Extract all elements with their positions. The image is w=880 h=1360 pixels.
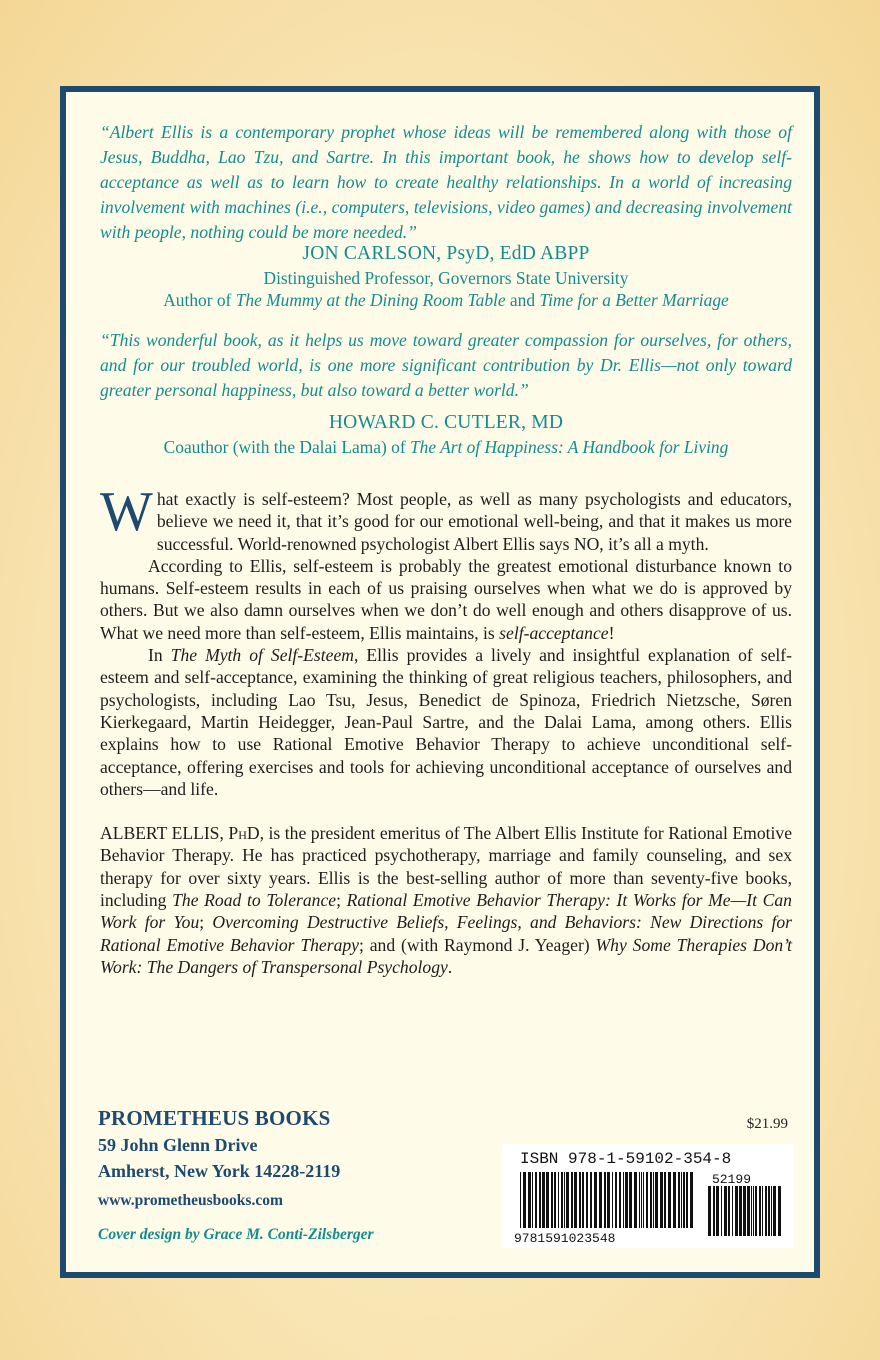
barcode-bar: [539, 1172, 541, 1228]
barcode-bar: [708, 1186, 711, 1236]
barcode-bar: [713, 1186, 715, 1236]
barcode-bar: [546, 1172, 549, 1228]
barcode-bar: [571, 1172, 573, 1228]
barcode-bar: [558, 1172, 559, 1228]
publisher-city: Amherst, New York 14228-2119: [98, 1161, 341, 1181]
drop-cap: W: [100, 481, 153, 543]
publisher-website[interactable]: www.prometheusbooks.com: [98, 1192, 283, 1209]
blurb-attribution-carlson: [86, 241, 806, 311]
barcode-bar: [664, 1172, 666, 1228]
barcode-bar: [532, 1172, 533, 1228]
isbn-number: ISBN 978-1-59102-354-8: [520, 1150, 732, 1168]
barcode-bar: [660, 1172, 663, 1228]
barcode-bar: [639, 1172, 640, 1228]
barcode-bar: [643, 1172, 644, 1228]
blurb-author-title: Distinguished Professor, Governors State University: [263, 268, 629, 288]
description-paragraph: According to Ellis, self-esteem is probably the greatest emotional disturbance known to humans. Self-esteem results in each of us praising ourselves when what we do is approved by others. But we also damn ourselves when we don’t do well enough and others disapprove of us. What we need more than self-esteem, Ellis maintains, is self-acceptance!: [100, 555, 792, 643]
description-paragraph: In The Myth of Self-Esteem, Ellis provides a lively and insightful explanation of self-esteem and self-acceptance, examining the thinking of great religious teachers, philosophers, and psychologists, including Lao Tsu, Jesus, Benedict de Spinoza, Friedrich Nietzsche, Søren Kierkegaard, Martin Heidegger, Jean-Paul Sartre, and the Dalai Lama, among others. Ellis explains how to use Rational Emotive Behavior Therapy to achieve unconditional self-acceptance, offering exercises and tools for achieving unconditional acceptance of ourselves and others—and life.: [100, 645, 792, 799]
barcode-addon-bars: [708, 1186, 781, 1236]
barcode-bar: [716, 1186, 719, 1236]
barcode-bar: [650, 1172, 652, 1228]
barcode-bar: [520, 1172, 521, 1228]
barcode-bar: [751, 1186, 752, 1236]
barcode-bar: [554, 1172, 556, 1228]
barcode-bar: [564, 1172, 565, 1228]
barcode-bar: [594, 1172, 597, 1228]
barcode-bar: [566, 1172, 569, 1228]
barcode-bar: [771, 1186, 772, 1236]
barcode-bar: [574, 1172, 577, 1228]
publisher-block: [98, 1104, 340, 1212]
barcode-bar: [646, 1172, 648, 1228]
barcode-bar: [641, 1172, 642, 1228]
barcode-bar: [612, 1172, 613, 1228]
barcode-bar: [629, 1172, 632, 1228]
blurb-author-name: HOWARD C. CUTLER, MD: [328, 412, 564, 433]
blurb-author-name: JON CARLSON, PsyD, EdD ABPP: [302, 243, 590, 264]
barcode-bar: [655, 1172, 658, 1228]
barcode-icon: [512, 1172, 786, 1244]
barcode-bars: [520, 1172, 693, 1228]
barcode-bar: [759, 1186, 761, 1236]
barcode-bar: [739, 1186, 742, 1236]
barcode-bar: [773, 1186, 776, 1236]
back-cover-panel: [60, 86, 820, 1278]
barcode-bar: [755, 1186, 757, 1236]
barcode-bar: [528, 1172, 531, 1228]
barcode-bar: [625, 1172, 628, 1228]
barcode-bar: [607, 1172, 610, 1228]
isbn-barcode: [502, 1144, 794, 1248]
barcode-bar: [579, 1172, 581, 1228]
barcode-bar: [778, 1186, 781, 1236]
barcode-digits: 9781591023548: [514, 1231, 616, 1244]
barcode-bar: [732, 1186, 733, 1236]
barcode-bar: [683, 1172, 685, 1228]
barcode-bar: [634, 1172, 637, 1228]
barcode-bar: [599, 1172, 602, 1228]
barcode-bar: [542, 1172, 545, 1228]
barcode-bar: [561, 1172, 563, 1228]
barcode-bar: [762, 1186, 763, 1236]
barcode-bar: [551, 1172, 553, 1228]
cover-design-credit: Cover design by Grace M. Conti-Zilsberger: [98, 1226, 374, 1243]
barcode-bar: [681, 1172, 682, 1228]
barcode-bar: [721, 1186, 722, 1236]
barcode-bar: [582, 1172, 584, 1228]
barcode-bar: [686, 1172, 688, 1228]
barcode-bar: [747, 1186, 750, 1236]
barcode-bar: [653, 1172, 654, 1228]
blurb-attribution-cutler: [86, 410, 806, 458]
barcode-bar: [743, 1186, 746, 1236]
barcode-bar: [535, 1172, 537, 1228]
author-bio: ALBERT ELLIS, PhD, is the president emeritus of The Albert Ellis Institute for Rational Emotive Behavior Therapy. He has practiced psychotherapy, marriage and family counseling, and sex therapy for over sixty years. Ellis is the best-selling author of more than seventy-five books, including The Road to Tolerance; Rational Emotive Behavior Therapy: It Works for Me—It Can Work for You; Overcoming Destructive Beliefs, Feelings, and Behaviors: New Directions for Rational Emotive Behavior Therapy; and (with Raymond J. Yeager) Why Some Therapies Don’t Work: The Dangers of Transpersonal Psychology.: [100, 823, 793, 977]
barcode-bar: [590, 1172, 592, 1228]
barcode-bar: [523, 1172, 526, 1228]
blurb-quote-carlson: “Albert Ellis is a contemporary prophet whose ideas will be remembered along with those of Jesus, Buddha, Lao Tzu, and Sartre. In this important book, he shows how to develop self-acceptance as well as to learn how to create healthy relationships. In a world of increasing involvement with machines (i.e., computers, televisions, video games) and decreasing involvement with people, nothing could be more needed.”: [100, 122, 792, 242]
barcode-bar: [673, 1172, 676, 1228]
publisher-street: 59 John Glenn Drive: [98, 1135, 258, 1155]
barcode-bar: [668, 1172, 671, 1228]
barcode-bar: [768, 1186, 770, 1236]
barcode-bar: [619, 1172, 621, 1228]
barcode-bar: [735, 1186, 738, 1236]
barcode-bar: [586, 1172, 588, 1228]
description-paragraph: What exactly is self-esteem? Most people, as well as many psychologists and educators, believe we need it, that it’s good for our emotional well-being, and that it makes us more successful. World-renowned psychologist Albert Ellis says NO, it’s all a myth.: [100, 481, 792, 554]
barcode-bar: [690, 1172, 693, 1228]
blurb-author-books: Author of The Mummy at the Dining Room Table and Time for a Better Marriage: [163, 290, 729, 310]
barcode-bar: [623, 1172, 624, 1228]
barcode-bar: [728, 1186, 730, 1236]
barcode-bar: [615, 1172, 617, 1228]
barcode-bar: [678, 1172, 680, 1228]
barcode-bar: [765, 1186, 767, 1236]
barcode-bar: [753, 1186, 754, 1236]
blurb-author-books: Coauthor (with the Dalai Lama) of The Art of Happiness: A Handbook for Living: [163, 437, 729, 457]
blurb-quote-cutler: “This wonderful book, as it helps us move toward greater compassion for ourselves, for others, and for our troubled world, is one more significant contribution by Dr. Ellis—not only toward greater personal happiness, but also toward a better world.”: [100, 330, 792, 400]
barcode-bar: [724, 1186, 727, 1236]
barcode-bar: [604, 1172, 606, 1228]
publisher-name: PROMETHEUS BOOKS: [98, 1106, 331, 1130]
barcode-addon-digits: 52199: [712, 1172, 752, 1187]
price-label: $21.99: [746, 1116, 788, 1132]
book-description: [100, 481, 793, 978]
